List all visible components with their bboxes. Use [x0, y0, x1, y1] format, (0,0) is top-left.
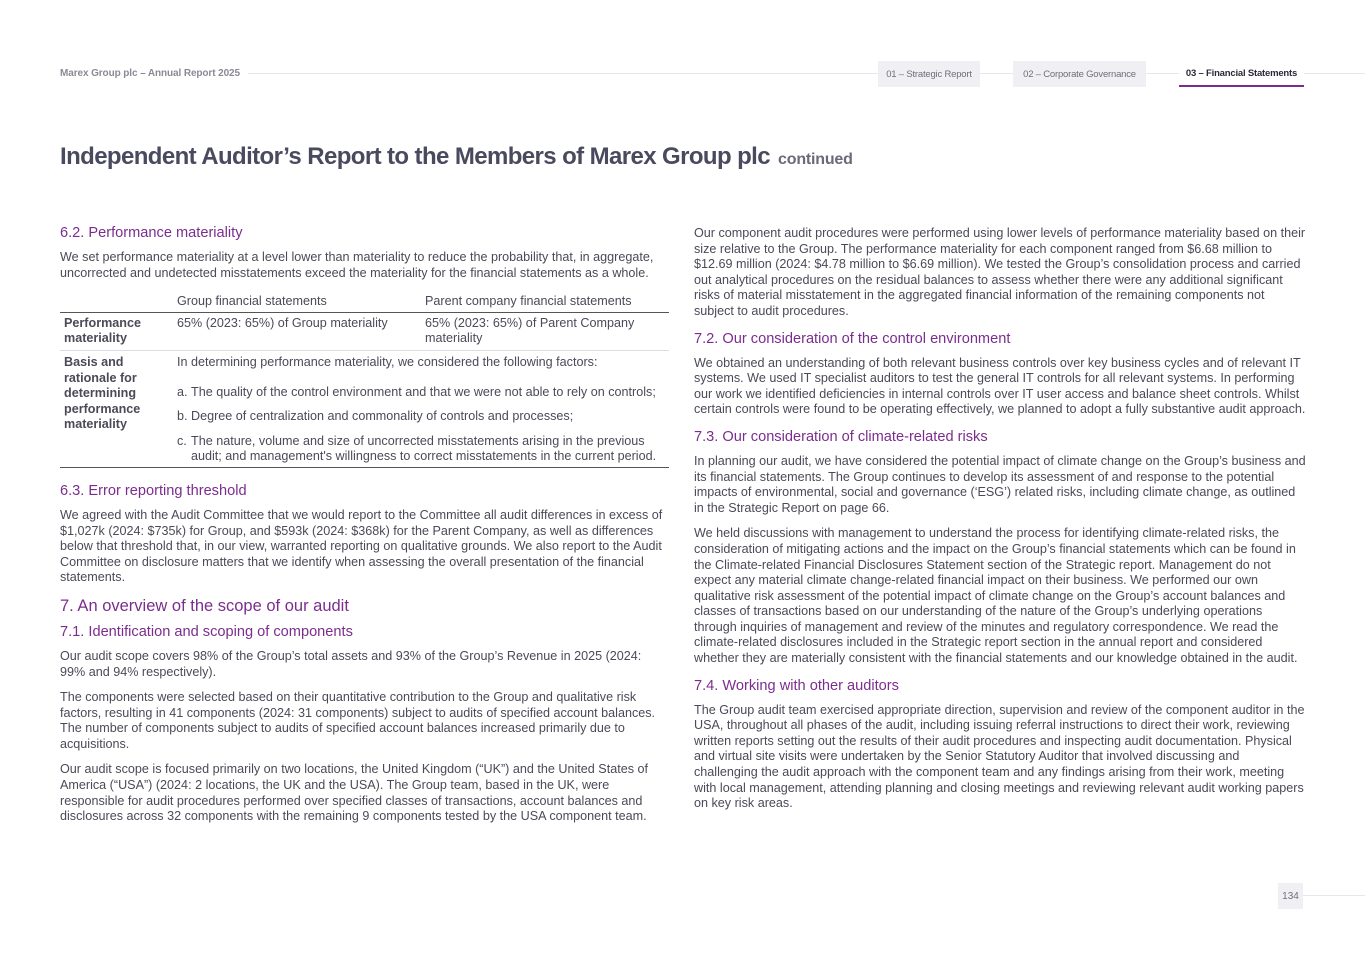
factor-text: The nature, volume and size of uncorrected misstatements arising in the previous audit; and management's willingness to correct misstatements in the current period.: [191, 433, 657, 464]
heading-error-reporting-threshold: 6.3. Error reporting threshold: [60, 482, 247, 499]
cell-group-materiality: 65% (2023: 65%) of Group materiality: [173, 312, 421, 350]
performance-materiality-table: [60, 291, 669, 468]
row-head-basis-rationale: Basis and rationale for determining performance materiality: [60, 350, 173, 467]
list-item: [177, 409, 665, 425]
page-title-main: Independent Auditor’s Report to the Members of Marex Group plc: [60, 143, 770, 170]
list-item: [177, 434, 665, 465]
heading-climate-risks: 7.3. Our consideration of climate-related risks: [694, 428, 988, 445]
climate-paragraph-2: We held discussions with management to understand the process for identifying climate-related risks, the consideration of mitigating actions and the impact on the Group’s financial statements which can be found in the Climate-related Financial Disclosures Statement section of the Strategic report. Management do not expect any material climate change-related financial impact on their business. We performed our own qualitative risk assessment of the potential impact of climate change on the Group’s account balances and classes of transactions based on our understanding of the nature of the Group’s underlying operations through inquiries of management and review of the minutes and regulatory correspondence. We read the climate-related disclosures included in the Strategic report section in the annual report and considered whether they are materially consistent with the financial statements and our knowledge obtained in the audit.: [694, 526, 1298, 666]
heading-control-environment: 7.2. Our consideration of the control environment: [694, 330, 1011, 347]
scoping-paragraph-2: The components were selected based on their quantitative contribution to the Group and qualitative risk factors, resulting in 41 components (2024: 31 components) subject to audits of specified account balances. The number of components subject to audits of specified account balances increased primarily due to acquisitions.: [60, 690, 656, 751]
heading-identification-scoping: 7.1. Identification and scoping of components: [60, 623, 353, 640]
error-reporting-text: We agreed with the Audit Committee that we would report to the Committee all audit differences in excess of $1,027k (2024: $735k) for Group, and $593k (2024: $368k) for the Parent Company, as well as differences below that threshold that, in our view, warranted reporting on qualitative grounds. We also report to the Audit Committee on disclosure matters that we identify when assessing the overall presentation of the financial statements.: [60, 507, 663, 585]
factor-text: The quality of the control environment and that we were not able to rely on controls;: [191, 384, 656, 399]
performance-materiality-intro: We set performance materiality at a level lower than materiality to reduce the probability that, in aggregate, uncorrected and undetected misstatements exceed the materiality for the financial statements as a whole.: [60, 250, 654, 280]
factor-text: Degree of centralization and commonality of controls and processes;: [191, 409, 574, 424]
row-head-performance-materiality: Performance materiality: [60, 312, 173, 350]
footer-divider: [1303, 895, 1365, 896]
table-header-row: [60, 291, 669, 312]
report-name: Marex Group plc – Annual Report 2025: [60, 68, 246, 79]
table-row: [60, 312, 669, 350]
factor-label: a.: [177, 384, 188, 399]
climate-paragraph-1: In planning our audit, we have considered the potential impact of climate change on the Group’s business and its financial statements. The Group continues to develop its assessment of and response to the potential impacts of environmental, social and governance (‘ESG’) related risks, including climate change, as outlined in the Strategic Report on page 66.: [694, 453, 1306, 515]
page-number: 134: [1278, 883, 1303, 909]
table-header-group: Group financial statements: [173, 291, 421, 312]
right-column: [694, 226, 1306, 822]
cell-parent-materiality: 65% (2023: 65%) of Parent Company materiality: [421, 312, 669, 350]
factor-label: b.: [177, 409, 188, 424]
scoping-paragraph-1: Our audit scope covers 98% of the Group’s total assets and 93% of the Group’s Revenue in 2025 (2024: 99% and 94% respectively).: [60, 648, 642, 679]
basis-lead-text: In determining performance materiality, we considered the following factors:: [177, 354, 598, 369]
page-title-suffix: continued: [778, 151, 853, 168]
heading-scope-overview: 7. An overview of the scope of our audit: [60, 596, 349, 615]
heading-other-auditors: 7.4. Working with other auditors: [694, 677, 899, 694]
table-row: [60, 350, 669, 467]
factor-label: c.: [177, 433, 187, 448]
tab-financial-statements[interactable]: 03 – Financial Statements: [1179, 61, 1304, 87]
component-procedures-text: Our component audit procedures were performed using lower levels of performance materiality based on their size relative to the Group. The performance materiality for each component ranged from $6.68 million to $12.69 million (2024: $4.78 million to $6.69 million). We tested the Group’s consolidation process and carried out analytical procedures on the residual balances to assess whether there were any additional significant risks of material misstatement in the aggregated financial information of the remaining components not subject to audit procedures.: [694, 226, 1306, 318]
table-header-blank: [60, 291, 173, 312]
cell-basis-rationale: [173, 350, 669, 467]
other-auditors-text: The Group audit team exercised appropriate direction, supervision and review of the component auditor in the USA, throughout all phases of the audit, including issuing referral instructions to direct their work, reviewing written reports setting out the results of their audit procedures and inspecting audit documentation. Physical and virtual site visits were undertaken by the Senior Statutory Auditor that involved discussing and challenging the audit approach with the component team and any findings arising from their work, meeting with local management, attending planning and closing meetings and reviewing relevant audit working papers on key risk areas.: [694, 702, 1305, 811]
control-environment-text: We obtained an understanding of both relevant business controls over key business cycles and of relevant IT systems. We used IT specialist auditors to test the general IT controls for all relevant systems. In performing our work we identified deficiencies in internal controls over IT user access and balance sheet controls. Whilst certain controls were found to be operating effectively, we planned to adopt a fully substantive audit approach.: [694, 355, 1306, 417]
page-title: [60, 143, 853, 171]
scoping-paragraph-3: Our audit scope is focused primarily on two locations, the United Kingdom (“UK”) and the United States of America (“USA”) (2024: 2 locations, the UK and the USA). The Group team, based in the UK, were responsible for audit procedures performed over specified classes of transactions, account balances and disclosures across 32 components with the remaining 9 components tested by the USA component team.: [60, 762, 648, 824]
tab-corporate-governance[interactable]: 02 – Corporate Governance: [1013, 61, 1146, 87]
heading-performance-materiality: 6.2. Performance materiality: [60, 225, 243, 241]
left-column: [60, 224, 669, 835]
list-item: [177, 385, 665, 401]
table-header-parent: Parent company financial statements: [421, 291, 669, 312]
tab-strategic-report[interactable]: 01 – Strategic Report: [878, 61, 980, 87]
